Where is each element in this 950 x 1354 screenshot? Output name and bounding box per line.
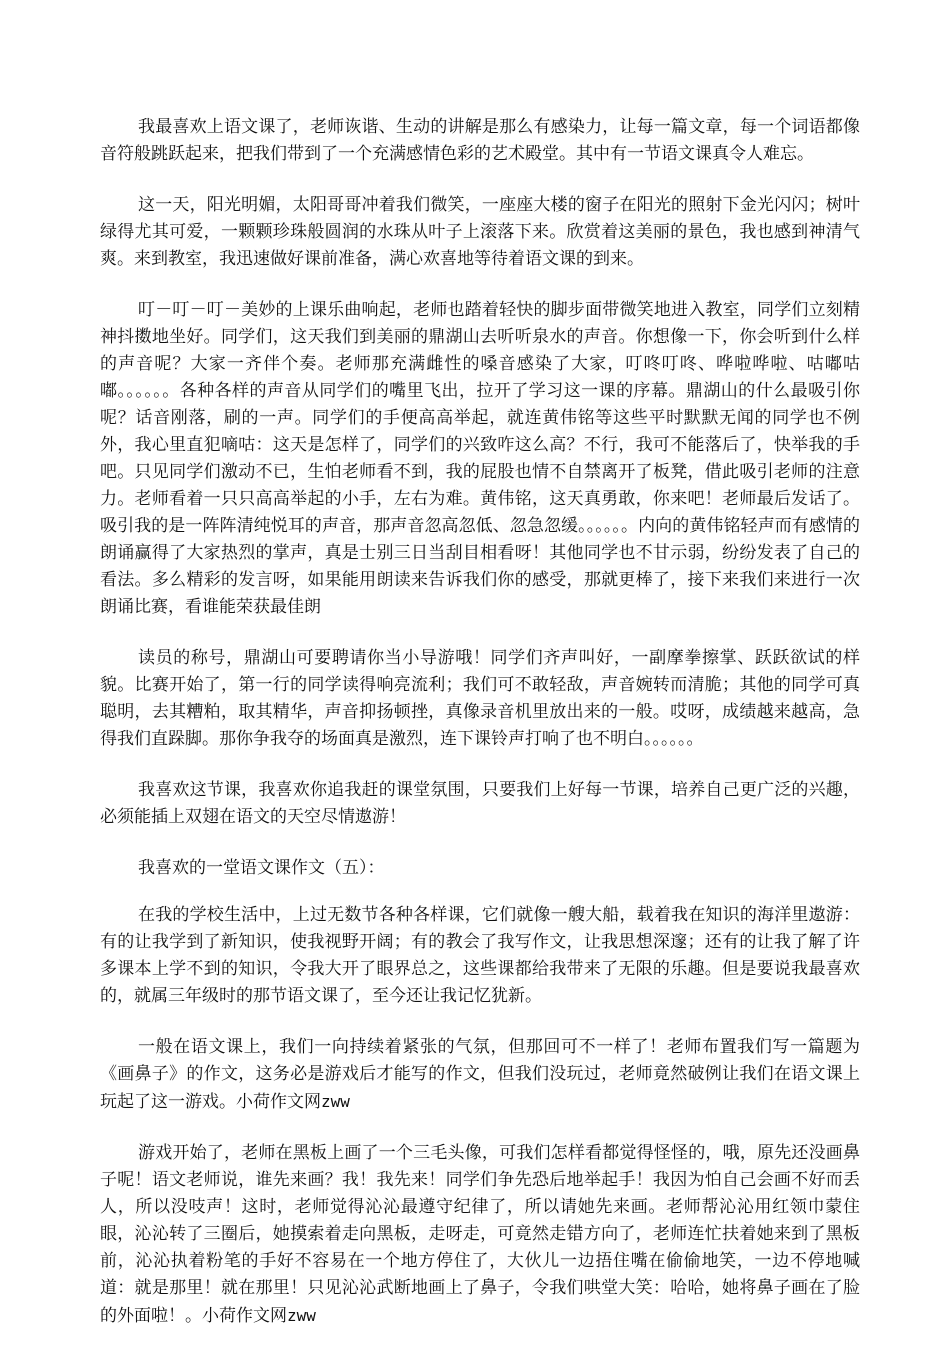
paragraph-8 [100, 1034, 860, 1116]
document-page [100, 114, 860, 1354]
paragraph-5: 我喜欢这节课，我喜欢你追我赶的课堂氛围，只要我们上好每一节课，培养自己更广泛的兴趣，必须能插上双翅在语文的天空尽情遨游！ [100, 780, 860, 827]
paragraph-8-text: 一般在语文课上，我们一向持续着紧张的气氛，但那回可不一样了！老师布置我们写一篇题为《画鼻子》的作文，这务必是游戏后才能写的作文，但我们没玩过，老师竟然破例让我们在语文课上玩起了这一游戏。小荷作文网 [100, 1037, 860, 1112]
paragraph-1: 我最喜欢上语文课了，老师诙谐、生动的讲解是那么有感染力，让每一篇文章，每一个词语都像音符般跳跃起来，把我们带到了一个充满感情色彩的艺术殿堂。其中有一节语文课真令人难忘。 [100, 117, 860, 164]
paragraph-9 [100, 1140, 860, 1330]
paragraph-4: 读员的称号，鼎湖山可要聘请你当小导游哦！同学们齐声叫好，一副摩拳擦掌、跃跃欲试的样貌。比赛开始了，第一行的同学读得响亮流利；我们可不敢轻敌，声音婉转而清脆；其他的同学可真聪明，去其糟粕，取其精华，声音抑扬顿挫，真像录音机里放出来的一般。哎呀，成绩越来越高，急得我们直跺脚。那你争我夺的场面真是激烈，连下课铃声打响了也不明白。。。。。。 [100, 648, 860, 749]
paragraph-9-site-tag: zww [287, 1306, 316, 1325]
essay-heading: 我喜欢的一堂语文课作文（五）： [138, 858, 385, 878]
paragraph-8-site-tag: zww [321, 1092, 350, 1111]
paragraph-3: 叮－叮－叮－美妙的上课乐曲响起，老师也踏着轻快的脚步面带微笑地进入教室，同学们立刻精神抖擞地坐好。同学们，这天我们到美丽的鼎湖山去听听泉水的声音。你想像一下，你会听到什么样的声音呢？大家一齐伴个奏。老师那充满雌性的嗓音感染了大家，叮咚叮咚、哗啦哗啦、咕嘟咕嘟。。。。。。各种各样的声音从同学们的嘴里飞出，拉开了学习这一课的序幕。鼎湖山的什么最吸引你呢？话音刚落，刷的一声。同学们的手便高高举起，就连黄伟铭等这些平时默默无闻的同学也不例外，我心里直犯嘀咕：这天是怎样了，同学们的兴致咋这么高？不行，我可不能落后了，快举我的手吧。只见同学们激动不已，生怕老师看不到，我的屁股也情不自禁离开了板凳，借此吸引老师的注意力。老师看着一只只高高举起的小手，左右为难。黄伟铭，这天真勇敢，你来吧！老师最后发话了。吸引我的是一阵阵清纯悦耳的声音，那声音忽高忽低、忽急忽缓。。。。。。内向的黄伟铭轻声而有感情的朗诵赢得了大家热烈的掌声，真是士别三日当刮目相看呀！其他同学也不甘示弱，纷纷发表了自己的看法。多么精彩的发言呀，如果能用朗读来告诉我们你的感受，那就更棒了，接下来我们来进行一次朗诵比赛，看谁能荣获最佳朗 [100, 300, 860, 617]
paragraph-7: 在我的学校生活中，上过无数节各种各样课，它们就像一艘大船，载着我在知识的海洋里遨游：有的让我学到了新知识，使我视野开阔；有的教会了我写作文，让我思想深邃；还有的让我了解了许多课本上学不到的知识，令我大开了眼界总之，这些课都给我带来了无限的乐趣。但是要说我最喜欢的，就属三年级时的那节语文课了，至今还让我记忆犹新。 [100, 905, 860, 1006]
paragraph-2: 这一天，阳光明媚，太阳哥哥冲着我们微笑，一座座大楼的窗子在阳光的照射下金光闪闪；树叶绿得尤其可爱，一颗颗珍珠般圆润的水珠从叶子上滚落下来。欣赏着这美丽的景色，我也感到神清气爽。来到教室，我迅速做好课前准备，满心欢喜地等待着语文课的到来。 [100, 195, 860, 269]
paragraph-9-text: 游戏开始了，老师在黑板上画了一个三毛头像，可我们怎样看都觉得怪怪的，哦，原先还没画鼻子呢！语文老师说，谁先来画？我！我先来！同学们争先恐后地举起手！我因为怕自己会画不好而丢人，所以没吱声！这时，老师觉得沁沁最遵守纪律了，所以请她先来画。老师帮沁沁用红领巾蒙住眼，沁沁转了三圈后，她摸索着走向黑板，走呀走，可竟然走错方向了，老师连忙扶着她来到了黑板前，沁沁执着粉笔的手好不容易在一个地方停住了，大伙儿一边捂住嘴在偷偷地笑，一边不停地喊道：就是那里！就在那里！只见沁沁武断地画上了鼻子，令我们哄堂大笑：哈哈，她将鼻子画在了脸的外面啦！。小荷作文网 [100, 1143, 860, 1326]
